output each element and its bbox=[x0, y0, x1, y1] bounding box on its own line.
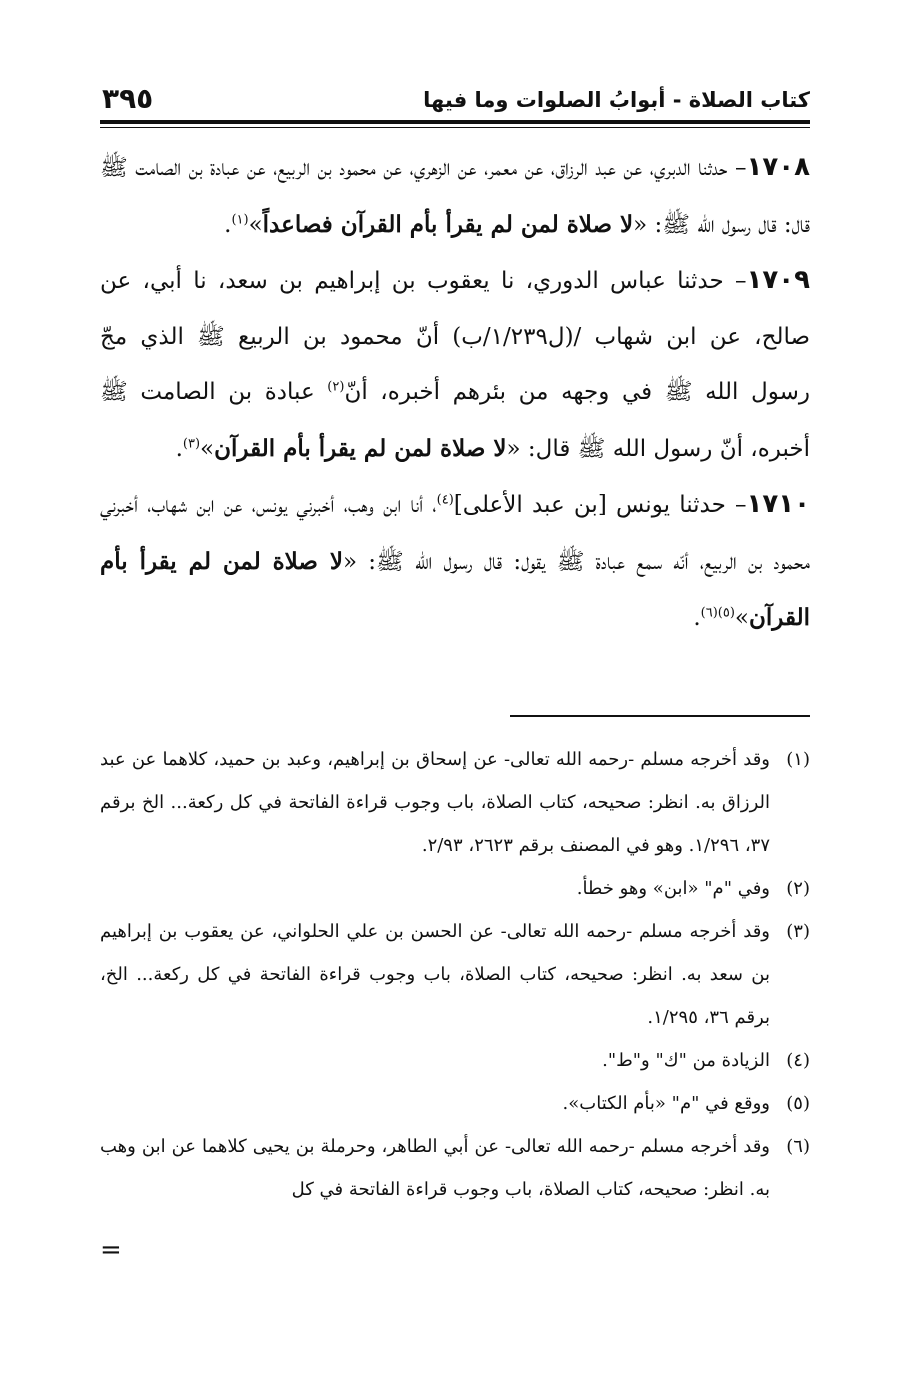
footnote-ref: (٤) bbox=[436, 492, 454, 508]
footnote-6 bbox=[100, 1125, 810, 1211]
hadith-text: – حدثنا عباس الدوري، نا يعقوب بن إبراهيم بن سعد، نا أبي، عن صالح، عن ابن شهاب /(ل١/٢٣٩/ب) أنّ محمود بن الربيع ﷺ الذي مجّ رسول الله ﷺ في وجهه من بئرهم أخبره، أنّ bbox=[100, 268, 810, 405]
footnote-number: (٣) bbox=[786, 921, 810, 942]
footnote-text: ووقع في "م" «بأم الكتاب». bbox=[562, 1093, 770, 1114]
footnote-number: (٦) bbox=[786, 1136, 810, 1157]
footnote-ref: (٢) bbox=[327, 379, 345, 395]
continuation-mark: = bbox=[100, 1235, 122, 1265]
header-rule-thin bbox=[100, 127, 810, 128]
footnote-number: (٥) bbox=[786, 1093, 810, 1114]
footnote-number: (٢) bbox=[786, 878, 810, 899]
footnote-2 bbox=[100, 867, 810, 910]
footnote-ref: (٣) bbox=[182, 435, 201, 451]
footnote-5 bbox=[100, 1082, 810, 1125]
footnote-number: (١) bbox=[786, 749, 810, 770]
footnote-4 bbox=[100, 1039, 810, 1082]
footnote-separator bbox=[510, 715, 810, 717]
main-text bbox=[100, 140, 810, 647]
hadith-1709: ١٧٠٩– حدثنا عباس الدوري، نا يعقوب بن إبراهيم بن سعد، نا أبي، عن صالح، عن ابن شهاب /(ل١/٢٣٩/ب) أنّ محمود بن الربيع ﷺ الذي مجّ رسول الله ﷺ في وجهه من بئرهم أخبره، أنّ$^{(٢)}$ عبادة بن الصامت ﷺ أخبره، أنّ رسول الله ﷺ قال: «لا صلاة لمن لم يقرأ بأم القرآن»$^{(٣)}$. bbox=[100, 265, 810, 462]
footnote-text: الزيادة من "ك" و"ط". bbox=[602, 1050, 770, 1071]
footnote-text: وفي "م" «ابن» وهو خطأ. bbox=[576, 878, 770, 899]
hadith-text-cont: ، أنا ابن وهب، أخبرني يونس، عن ابن شهاب، أخبرني محمود بن الربيع، أنّه سمع عبادة ﷺ يقول: قال رسول الله ﷺ: « bbox=[100, 492, 811, 575]
hadith-number: ١٧٠٩ bbox=[746, 265, 810, 295]
footnote-number: (٤) bbox=[786, 1050, 810, 1071]
prophetic-saying: لا صلاة لمن لم يقرأ بأم القرآن فصاعداً bbox=[262, 210, 634, 238]
footnote-ref: (٥)(٦) bbox=[700, 605, 735, 621]
footnotes bbox=[100, 738, 810, 1211]
page-number: ٣٩٥ bbox=[102, 82, 154, 115]
footnote-3 bbox=[100, 910, 810, 1039]
hadith-1710: ١٧١٠– حدثنا يونس [بن عبد الأعلى]$^{(٤)}$، أنا ابن وهب، أخبرني يونس، عن ابن شهاب، أخبرني محمود بن الربيع، أنّه سمع عبادة ﷺ يقول: قال رسول الله ﷺ: «لا صلاة لمن لم يقرأ بأم القرآن»$^{(٥)(٦)}$. bbox=[100, 489, 811, 631]
hadith-number: ١٧٠٨ bbox=[746, 152, 810, 182]
hadith-text: – حدثنا يونس [بن عبد الأعلى] bbox=[453, 492, 747, 518]
prophetic-saying: لا صلاة لمن لم يقرأ بأم القرآن bbox=[214, 434, 507, 462]
footnote-1 bbox=[100, 738, 810, 867]
footnote-text: وقد أخرجه مسلم -رحمه الله تعالى- عن إسحاق بن إبراهيم، وعبد بن حميد، كلاهما عن عبد الرزاق به. انظر: صحيحه، كتاب الصلاة، باب وجوب قراءة الفاتحة في كل ركعة... الخ برقم ٣٧، ١/٢٩٦. وهو في المصنف برقم ٢٦٢٣، ٢/٩٣. bbox=[100, 749, 770, 856]
hadith-text-cont: عبادة بن الصامت ﷺ أخبره، أنّ رسول الله ﷺ قال: « bbox=[100, 379, 810, 462]
prophetic-saying: لا صلاة لمن لم يقرأ بأم القرآن bbox=[100, 547, 810, 631]
header-rule-thick bbox=[100, 120, 810, 124]
running-title: كتاب الصلاة - أبوابُ الصلوات وما فيها bbox=[423, 88, 810, 112]
footnote-text: وقد أخرجه مسلم -رحمه الله تعالى- عن أبي الطاهر، وحرملة بن يحيى كلاهما عن ابن وهب به. انظر: صحيحه، كتاب الصلاة، باب وجوب قراءة الفاتحة في كل bbox=[100, 1136, 770, 1200]
hadith-number: ١٧١٠ bbox=[746, 489, 811, 519]
footnote-ref: (١) bbox=[231, 211, 249, 227]
footnote-text: وقد أخرجه مسلم -رحمه الله تعالى- عن الحسن بن علي الحلواني، عن يعقوب بن إبراهيم بن سعد به. انظر: صحيحه، كتاب الصلاة، باب وجوب قراءة الفاتحة في كل ركعة... الخ، برقم ٣٦، ١/٢٩٥. bbox=[100, 921, 770, 1028]
hadith-1708: ١٧٠٨– حدثنا الدبري، عن عبد الرزاق، عن معمر، عن الزهري، عن محمود بن الربيع، عن عبادة بن الصامت ﷺ قال: قال رسول الله ﷺ: «لا صلاة لمن لم يقرأ بأم القرآن فصاعداً»$^{(١)}$. bbox=[100, 152, 810, 238]
hadith-text: – حدثنا الدبري، عن عبد الرزاق، عن معمر، عن الزهري، عن محمود بن الربيع، عن عبادة بن الصامت ﷺ قال: قال رسول الله ﷺ: « bbox=[100, 155, 810, 238]
